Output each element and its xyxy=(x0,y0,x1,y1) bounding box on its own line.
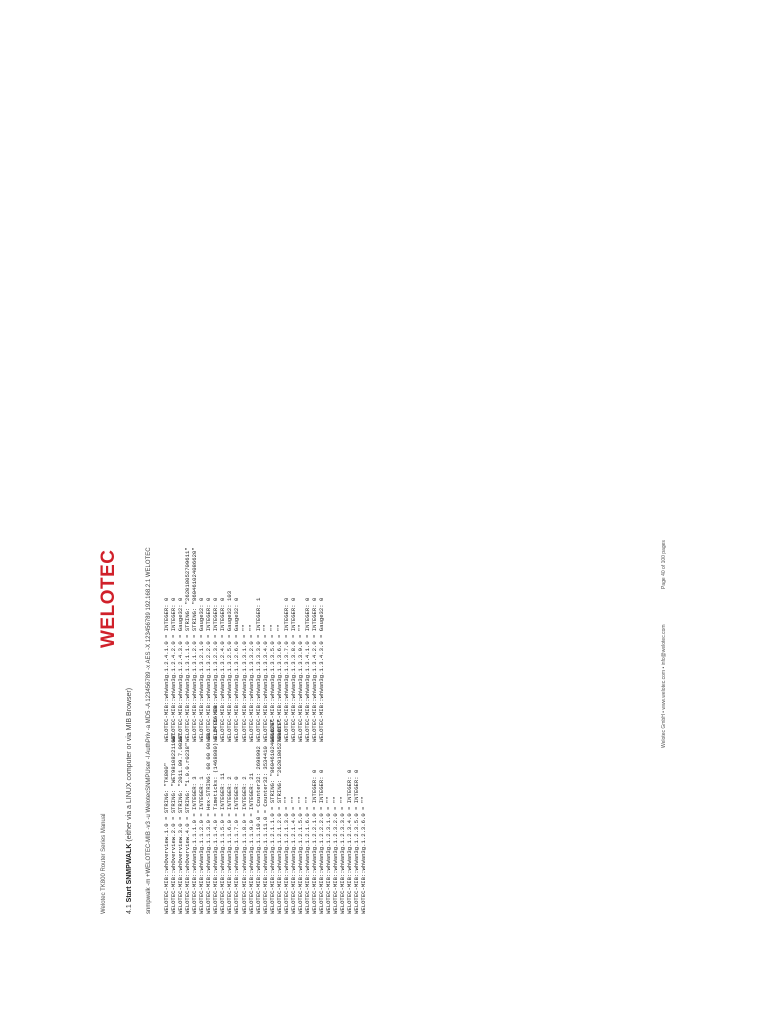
mib-line: WELOTEC-MIB::whWan3g.1.2.1.4.0 = "" xyxy=(289,796,297,914)
section-subtitle: (either via a LINUX computer or via MIB Browser) xyxy=(126,687,133,842)
footer-page-number: Page 40 of 100 pages xyxy=(661,540,667,589)
mib-line: WELOTEC-MIB::whWan3g.1.3.4.2.0 = INTEGER: 0 xyxy=(310,597,318,742)
mib-line: WELOTEC-MIB::whOverview.4.0 = STRING: "1.0.0.r0238" xyxy=(184,742,192,914)
mib-line: WELOTEC-MIB::whWan3g.1.2.2.1.0 = INTEGER: 0 xyxy=(310,769,318,914)
mib-line: WELOTEC-MIB::whWan3g.1.3.2.6.0 = Gauge32: 0 xyxy=(233,597,241,742)
mib-line: WELOTEC-MIB::whWan3g.1.3.3.9.0 = "" xyxy=(296,624,304,742)
mib-line: WELOTEC-MIB::whWan3g.1.2.1.3.0 = "" xyxy=(282,796,290,914)
mib-line: WELOTEC-MIB::whWan3g.1.3.3.2.0 = "" xyxy=(247,624,255,742)
mib-line: WELOTEC-MIB::whWan3g.1.3.2.3.0 = INTEGER: 0 xyxy=(212,597,220,742)
mib-line: WELOTEC-MIB::whWan3g.1.1.2.0 = INTEGER: 1 xyxy=(198,776,206,914)
section-number: 4.1 xyxy=(126,904,133,914)
mib-line: WELOTEC-MIB::whWan3g.1.3.3.6.0 = "" xyxy=(275,624,283,742)
mib-line: WELOTEC-MIB::whWan3g.1.2.1.1.0 = STRING: "860461024086620" xyxy=(268,719,276,914)
mib-line: WELOTEC-MIB::whWan3g.1.2.3.6.0 = "" xyxy=(360,796,368,914)
mib-line: WELOTEC-MIB::whWan3g.1.3.3.7.0 = INTEGER: 0 xyxy=(282,597,290,742)
mib-line: WELOTEC-MIB::whWan3g.1.2.3.5.0 = INTEGER: 0 xyxy=(353,769,361,914)
mib-line: WELOTEC-MIB::whWan3g.1.1.10.0 = Counter32: 2698992 xyxy=(254,746,262,914)
mib-line: WELOTEC-MIB::whWan3g.1.1.1.0 = INTEGER: 3 xyxy=(191,776,199,914)
mib-line: WELOTEC-MIB::whWan3g.1.3.4.3.0 = Gauge32: 0 xyxy=(318,597,326,742)
welotec-logo: WELOTEC xyxy=(98,549,119,648)
mib-line: WELOTEC-MIB::whWan3g.1.1.9.0 = INTEGER: 21 xyxy=(247,773,255,914)
mib-line: WELOTEC-MIB::whWan3g.1.1.11.0 = Counter32: 3534410 xyxy=(261,746,269,914)
mib-line: WELOTEC-MIB::whWan3g.1.1.6.0 = INTEGER: 2 xyxy=(226,776,234,914)
mib-line: WELOTEC-MIB::whWan3g.1.3.3.8.0 = INTEGER: 0 xyxy=(289,597,297,742)
mib-line: WELOTEC-MIB::whWan3g.1.2.3.1.0 = "" xyxy=(325,796,333,914)
mib-line: WELOTEC-MIB::whWan3g.1.3.3.1.0 = "" xyxy=(240,624,248,742)
mib-line: WELOTEC-MIB::whWan3g.1.2.4.3.0 = Gauge32: 0 xyxy=(177,597,185,742)
mib-line: WELOTEC-MIB::whWan3g.1.1.7.0 = INTEGER: 0 xyxy=(233,776,241,914)
mib-line: WELOTEC-MIB::whWan3g.1.2.1.5.0 = "" xyxy=(296,796,304,914)
page-header: Welotec TK800 Router Series Manual xyxy=(101,813,107,914)
mib-line: WELOTEC-MIB::whWan3g.1.3.4.1.0 = INTEGER: 0 xyxy=(303,597,311,742)
mib-output-column-2 xyxy=(163,547,325,742)
mib-line: WELOTEC-MIB::whWan3g.1.1.3.0 = Hex-STRING: 08 00 00 00 xyxy=(205,732,213,914)
snmpwalk-command: snmpwalk -m +WELOTEC-MIB -v3 -u WelotecSNMPUser -l AuthPriv -a MD5 -A 123456789 -x AES -X 123456789 192.168.2.1 WELOTEC xyxy=(146,547,152,914)
mib-line: WELOTEC-MIB::whOverview.3.0 = STRING: "2011.09.7.0020" xyxy=(177,732,185,914)
mib-line: WELOTEC-MIB::whWan3g.1.2.1.2.0 = STRING: "262018052709611" xyxy=(275,719,283,914)
mib-line: WELOTEC-MIB::whWan3g.1.3.3.5.0 = "" xyxy=(268,624,276,742)
mib-line: WELOTEC-MIB::whWan3g.1.1.5.0 = INTEGER: 11 xyxy=(219,773,227,914)
mib-line: WELOTEC-MIB::whWan3g.1.2.2.2.0 = INTEGER: 0 xyxy=(318,769,326,914)
mib-line: WELOTEC-MIB::whWan3g.1.3.2.5.0 = Gauge32: 103 xyxy=(226,590,234,742)
mib-line: WELOTEC-MIB::whWan3g.1.1.4.0 = Timeticks: (1468080) 0:24:56.00 xyxy=(212,705,220,914)
section-heading xyxy=(126,688,133,914)
mib-line: WELOTEC-MIB::whWan3g.1.3.2.2.0 = INTEGER: 0 xyxy=(205,597,213,742)
mib-line: WELOTEC-MIB::whWan3g.1.3.3.3.0 = INTEGER: 1 xyxy=(254,597,262,742)
mib-line: WELOTEC-MIB::whWan3g.1.2.4.1.0 = INTEGER: 0 xyxy=(163,597,170,742)
mib-line: WELOTEC-MIB::whWan3g.1.2.3.2.0 = "" xyxy=(332,796,340,914)
mib-line: WELOTEC-MIB::whWan3g.1.2.4.2.0 = INTEGER: 0 xyxy=(170,597,178,742)
footer-company: Welotec GmbH • www.welotec.com • info@welotec.com xyxy=(661,624,667,748)
mib-line: WELOTEC-MIB::whOverview.2.0 = STRING: "WET9810822110D" xyxy=(170,732,178,914)
mib-line: WELOTEC-MIB::whWan3g.1.3.2.4.0 = INTEGER: 0 xyxy=(219,597,227,742)
mib-line: WELOTEC-MIB::whWan3g.1.2.3.4.0 = INTEGER: 0 xyxy=(346,769,354,914)
mib-line: WELOTEC-MIB::whOverview.1.0 = STRING: "TK800" xyxy=(163,762,170,914)
mib-line: WELOTEC-MIB::whWan3g.1.2.3.3.0 = "" xyxy=(339,796,347,914)
mib-line: WELOTEC-MIB::whWan3g.1.1.8.0 = INTEGER: 2 xyxy=(240,776,248,914)
mib-line: WELOTEC-MIB::whWan3g.1.3.2.1.0 = Gauge32: 0 xyxy=(198,597,206,742)
section-title: Start SNMPWALK xyxy=(126,843,133,903)
mib-line: WELOTEC-MIB::whWan3g.1.3.1.1.0 = STRING: "262018052709611" xyxy=(184,547,192,742)
mib-line: WELOTEC-MIB::whWan3g.1.3.1.2.0 = STRING: "860461024086620" xyxy=(191,547,199,742)
mib-line: WELOTEC-MIB::whWan3g.1.2.1.6.0 = "" xyxy=(303,796,311,914)
mib-line: WELOTEC-MIB::whWan3g.1.3.3.4.0 = "" xyxy=(261,624,269,742)
